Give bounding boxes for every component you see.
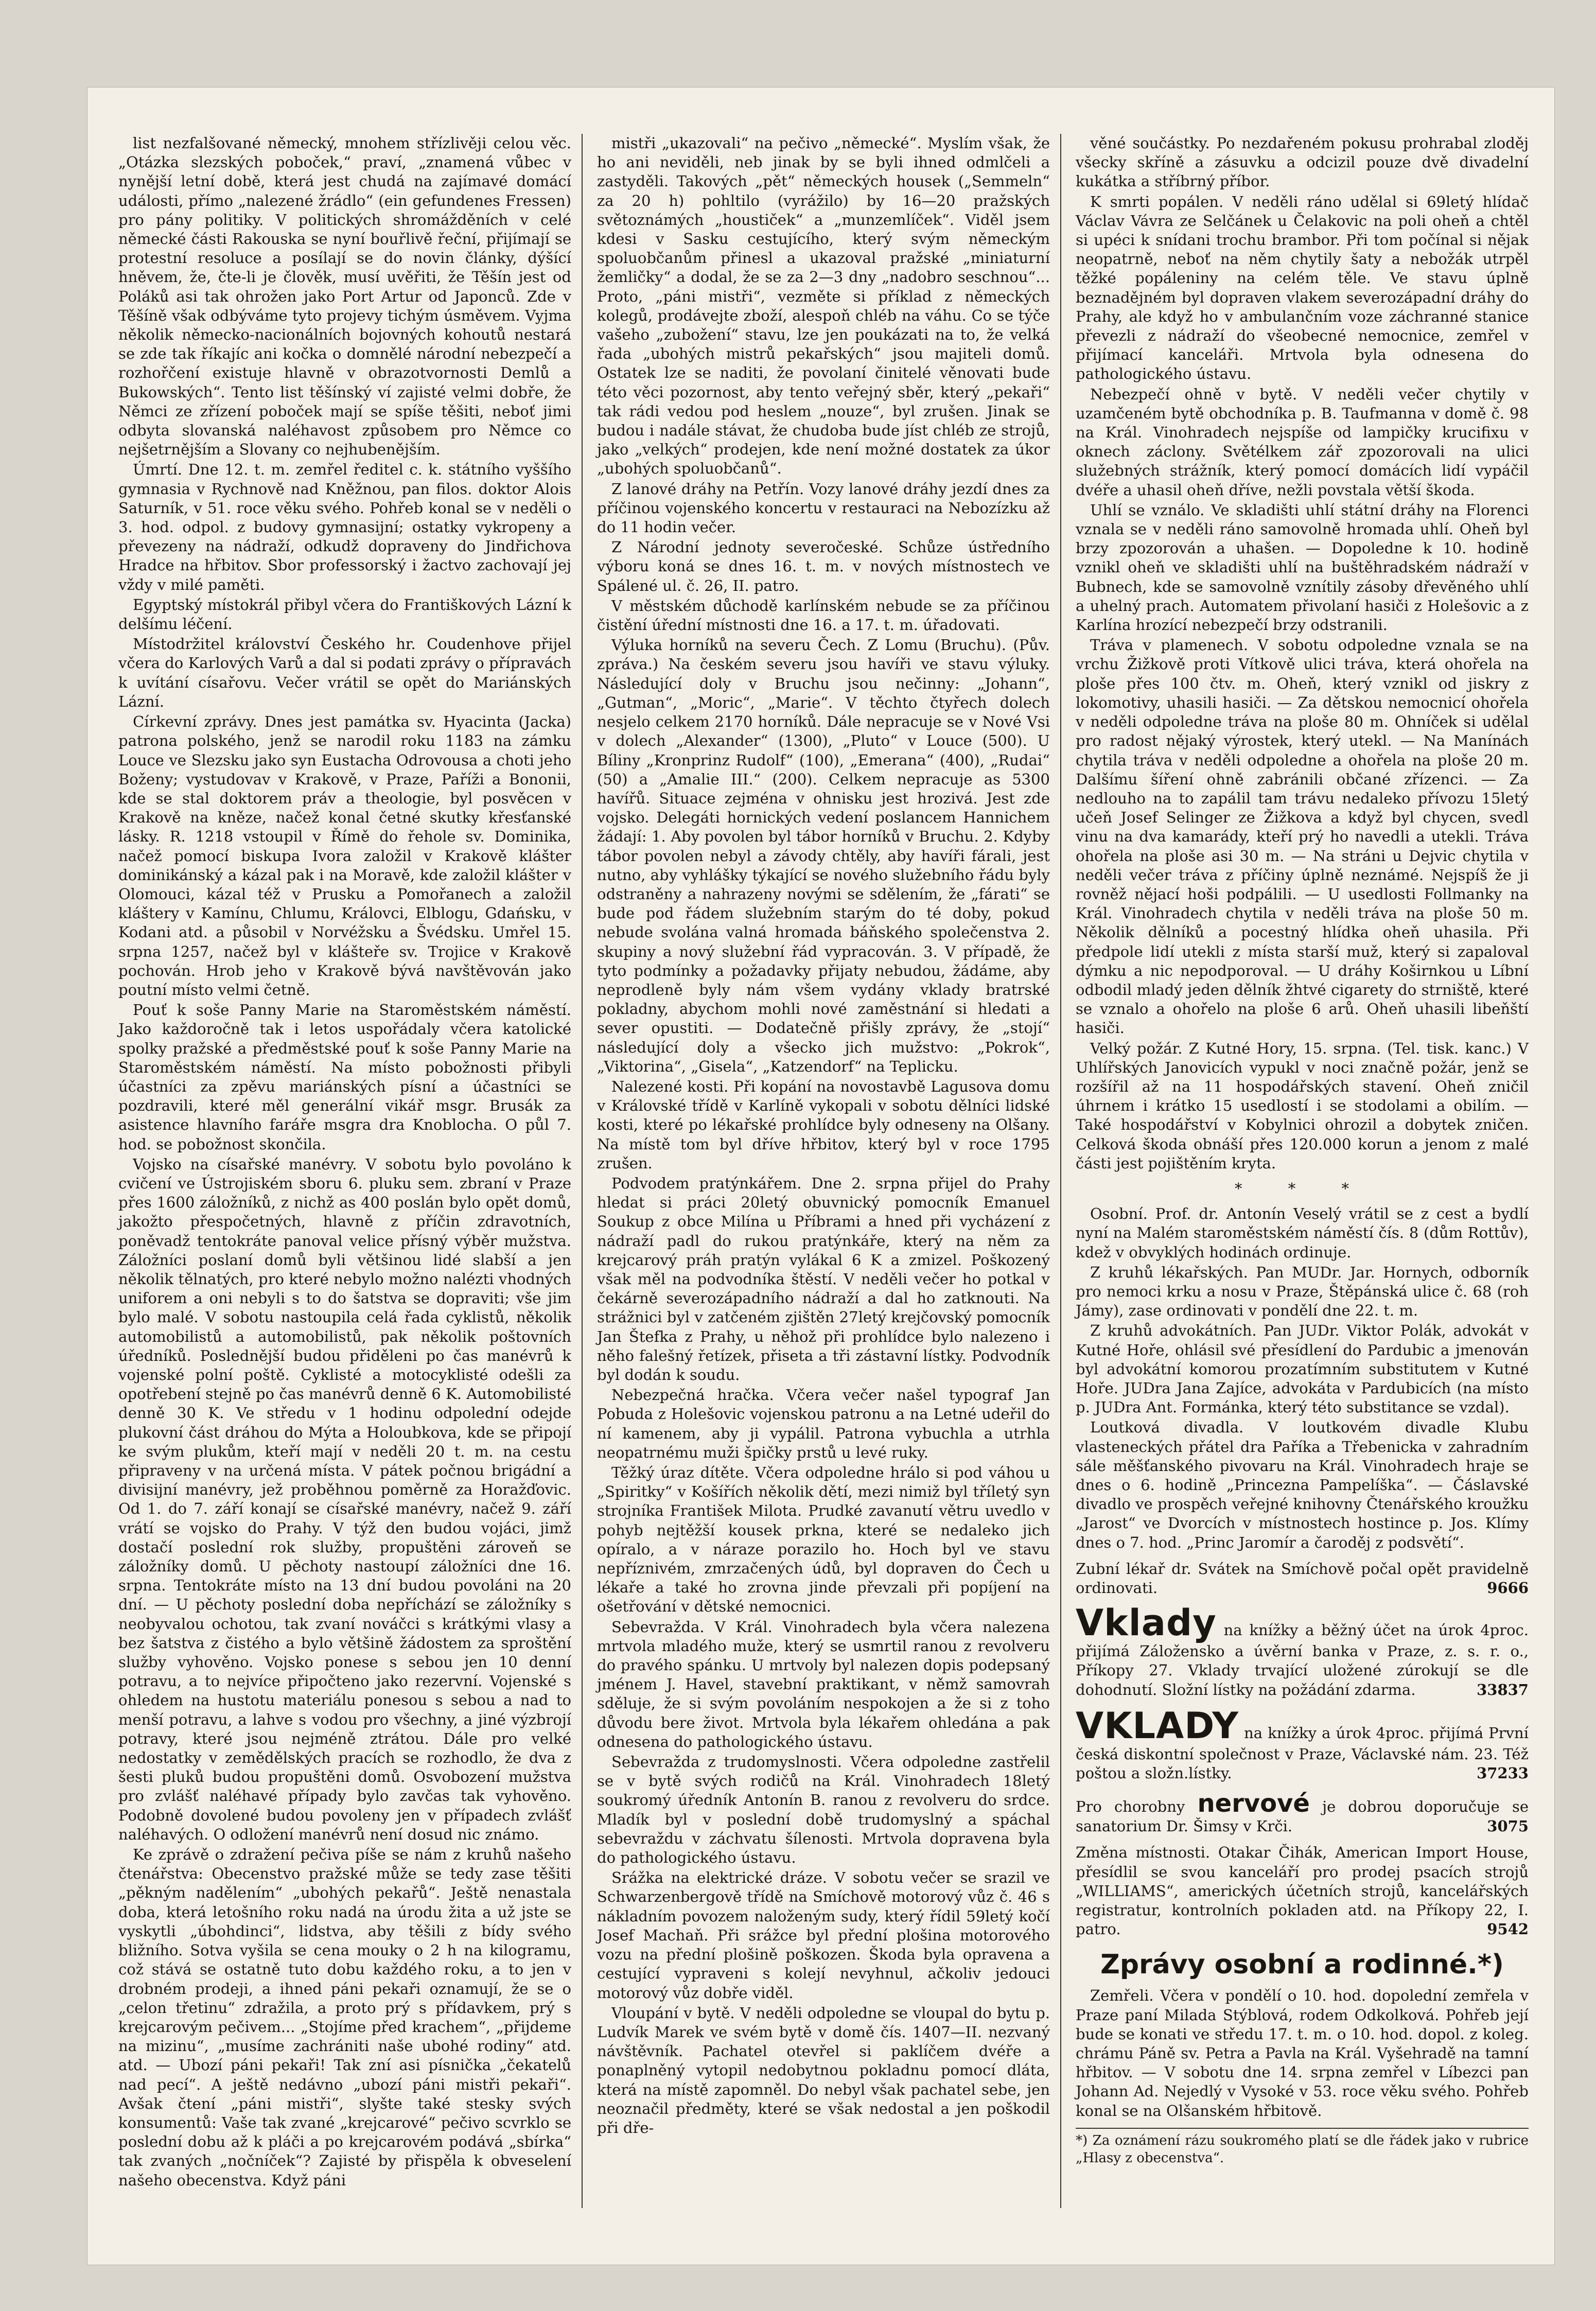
ad-text: na knížky a úrok 4proc. přijímá První česká diskontní společnost v Praze, Václavské nám. 23. Též poštou a složn.lístky. bbox=[1076, 1724, 1529, 1782]
article-zemreli: Zemřeli. Včera v pondělí o 10. hod. dopolední zemřela v Praze paní Milada Stýblová, rodem Odkolková. Pohřeb její bude se konati ve středu 17. t. m. o 10. hod. dopol. z koleg. chrámu Páně sv. Petra a Pavla na Král. Vyšehradě na tamní hřbitov. — V sobotu dne 14. srpna zemřel v Líbezci pan Johann Ad. Nejedlý v Vysoké v 53. roce věku svého. Pohřeb konal se na Olšanském hřbitově. bbox=[1076, 1987, 1529, 2120]
ad-number: 33837 bbox=[1477, 1680, 1529, 1699]
article-continuation: mistři „ukazovali“ na pečivo „německé“. Myslím však, že ho ani neviděli, neb jinak by se byli ihned odmlčeli a zastyděli. Takových „pět“ německých housek („Semmeln“ za 20 h) pohltilo (vyrážilo) by 16—20 pražských světoznámých „houstiček“ a „munzemlíček“. Viděl jsem kdesi v Sasku cestujícího, který svým německým spoluobčanům přinesl a ukazoval pražské „miniaturní žemličky“ a dodal, že se za 2—3 dny „nadobro seschnou“... Proto, „páni mistři“, vezměte si příklad z německých kolegů, prodávejte zboží, alespoň chléb na váhu. Co se týče vašeho „zubožení“ stavu, lze jen poukázati na to, že velká řada „ubohých mistrů pekařských“ jsou majiteli domů. Ostatek lze se naditi, že povolaní činitelé věnovati bude této věci pozornost, aby tento veřejný sběr, který „pekaři“ tak rádi vedou pod heslem „nouze“, byl zrušen. Jinak se budou i nadále stávat, že chudoba bude jíst chléb ze strojů, jako „velkých“ prodejen, kde není možné dostatek za úkor „ubohých spoluobčanů“. bbox=[597, 134, 1050, 478]
column-divider bbox=[582, 134, 583, 2208]
column-2 bbox=[597, 134, 1050, 2138]
footnote: *) Za oznámení rázu soukromého platí se dle řádek jako v rubrice „Hlasy z obecenstva“. bbox=[1076, 2128, 1529, 2167]
ad-vklady-2 bbox=[1076, 1704, 1529, 1783]
article-trava: Tráva v plamenech. V sobotu odpoledne vznala se na vrchu Žižkově proti Vítkově ulici tráva, která ohořela na ploše přes 100 čtv. m. Oheň, který vznikl od jiskry z lokomotivy, uhasili hasiči. — Za dětskou nemocnicí ohořela v neděli odpoledne tráva na ploše 80 m. Ohníček si udělal pro radost nějaký výrostek, který utekl. — Na Manínách chytila tráva v neděli odpoledne a ohořela na ploše 20 m. Dalšímu šíření ohně zabránili občané zřízenci. — Za nedlouho na to zapálil tam trávu nedaleko přívozu 15letý učeň Josef Selinger ze Žižkova a když byl chycen, svedl vinu na dva kamarády, kteří prý ho navedli a utekli. Tráva ohořela na ploše asi 30 m. — Na stráni u Dejvic chytila v neděli večer tráva z příčiny úplně neznámé. Nejspíš že ji rovněž nějací hoši podpálili. — U usedlosti Follmanky na Král. Vinohradech chytila v neděli tráva na ploše 50 m. Několik dělníků a pocestný hlídka oheň uhasila. Při předpole lidí utekli z místa starší muž, který si zapaloval dýmku a nic nepodporoval. — U dráhy Koširnkou u Líbní odbodil mladý jeden dělník žhtvé cigarety do strniště, které se vznalo a ohořelo na ploše 6 arů. Oheň uhasili libeňští hasiči. bbox=[1076, 636, 1529, 1037]
ad-number: 37233 bbox=[1477, 1764, 1529, 1782]
ad-vklady-1 bbox=[1076, 1604, 1529, 1700]
article-vloupani: Vloupání v bytě. V neděli odpoledne se vloupal do bytu p. Ludvík Marek ve svém bytě v domě čís. 1407—II. nezvaný návštěvník. Pachatel otevřel si paklíčem dvéře a ponaplněný vytopil nedobytnou pokladnu pomocí dláta, která na místě zapomněl. Do nebyl však pachatel sebe, jen neoznačil předměty, které se však nedostal a jen poškodil při dře- bbox=[597, 2004, 1050, 2137]
article-lekari: Z kruhů lékařských. Pan MUDr. Jar. Hornych, odborník pro nemoci krku a nosu v Praze, Štěpánská ulice č. 68 (roh Jámy), zase ordinovati v pondělí dne 22. t. m. bbox=[1076, 1263, 1529, 1320]
ad-headline: VKLADY bbox=[1076, 1704, 1239, 1747]
ad-number: 9542 bbox=[1487, 1920, 1529, 1938]
ad-text: je dobrou doporučuje se sanatorium Dr. Šimsy v Krči. bbox=[1076, 1798, 1529, 1835]
article-continuation: věné součástky. Po nezdařeném pokusu prohrabal zloděj všecky skříně a zásuvku a odcizil pouze dvě divadelní kukátka a stříbrný příbor. bbox=[1076, 134, 1529, 190]
separator-stars: * * * bbox=[1235, 1179, 1370, 1197]
article-mistodrzitel: Místodržitel království Českého hr. Coudenhove přijel včera do Karlových Varů a dal si podati zprávy o přípravách k uvítání císařovu. Večer vrátil se opět do Mariánských Lázní. bbox=[118, 635, 571, 710]
article-uraz-ditete: Těžký úraz dítěte. Včera odpoledne hrálo si pod váhou u „Spiritky“ v Košířích několik dětí, mezi nimiž byl tříletý syn strojníka František Milota. Prudké zavanutí větru uvedlo v pohyb nejtěžší kousek prkna, které se nedaleko jich opíralo, a v náraze porazilo ho. Hoch byl ve stavu nepříznivém, zmrzačených údů, byl dopraven do Čech u lékaře a také ho zrovna jinde převzali při popíjení na ošetřování v dětské nemocnici. bbox=[597, 1464, 1050, 1616]
article-narodni-jednota: Z Národní jednoty severočeské. Schůze ústředního výboru koná se dnes 16. t. m. v nových místnostech ve Spálené ul. č. 26, II. patro. bbox=[597, 538, 1050, 594]
newspaper-page bbox=[87, 87, 1554, 2265]
article-vojsko-manevry: Vojsko na císařské manévry. V sobotu bylo povoláno k cvičení ve Ústrojiském sboru 6. pluku sem. zbraní v Praze přes 1600 záložníků, z nichž as 400 poslán bylo opět domů, jakožto přespočetných, hlavně z příčin zdravotních, poněvadž tentokráte panoval velice přísný výběr mužstva. Záložníci poslaní domů byli většinou lidé slabší a jen několik tělnatých, pro které nebylo možno nalézti vhodných uniforem a oni nebyli s to do šatstva se dopraviti; vše jim bylo malé. V sobotu nastoupila celá řada cyklistů, několik automobilistů a automobilistů, pak několik poštovních úředníků. Poslednější budou přiděleni po čas manévrů k vojenské polní poště. Cyklisté a motocyklisté odešli za opotřebení stejně po čas manévrů denně 6 K. Automobilisté denně 30 K. Ve středu v 1 hodinu odpolední odejde plukovní část dráhou do Mýta a Holoubkova, kde se připojí ke svým plukům, kteří mají v neděli 20 t. m. na cestu připraveny v na určená místa. V pátek počnou brigádní a divisijní manévry, jež proběhnou poměrně za Horažďovic. Od 1. do 7. září konají se císařské manévry, načež 9. září vrátí se vojsko do Prahy. V týž den budou vojáci, jimž dostačí poslední rok služby, propuštěni zároveň se záložníky domů. U pěchoty nastoupí záložníci dne 16. srpna. Tentokráte místo na 13 dní budou povoláni na 20 dní. — U pěchoty poslední doba nepříchází se záložníky s neobyvalou ochotou, tak zvaní nováčci s krátkými vlasy a bez šatstva z čistého a bylo většině žádostem za sproštění služby vyhověno. Vojsko ponese s sebou jen 10 denní potravu, a to nejvíce připočteno jako rezervní. Vojenské s ohledem na hustotu materiálu ponesou s sebou a nad to menší potravu, a lahve s vodou pro všechny, a jiné výzbrojí potravy, které jsou nejméně ztrátou. Dále pro velké nedostatky v zemědělských pracích se rozhodlo, že dva z šesti pluků budou propuštěni domů. Osvobození mužstva pro zvlášť naléhavé případy bylo zavčas tak vyhověno. Podobně dovolené budou povoleny jen v případech zvlášť naléhavých. O odložení manévrů není dosud nic známo. bbox=[118, 1155, 571, 1843]
article-uhli: Uhlí se vználo. Ve skladišti uhlí státní dráhy na Florenci vznala se v neděli ráno samovolně hromada uhlí. Oheň byl brzy zpozorován a uhašen. — Dopoledne k 10. hodině vznikl oheň ve skladišti uhlí na buštěhradském nádraží v Bubnech, kde se samovolně vznítily zásoby dřevěného uhlí a uhelný prach. Automatem přivolaní hasiči z Holešovic a z Karlína hrozící nebezpečí brzy odstranili. bbox=[1076, 501, 1529, 634]
article: list nezfalšované německý, mnohem střízlivěji celou věc. „Otázka slezských poboček,“ praví, „znamená vůbec v nynější letní době, která jest chudá na zajímavé domácí události, přímo „nalezené žrádlo“ (ein gefundenes Fressen) pro pány politiky. V politických shromážděních v celé německé části Rakouska se nyní bouřlivě řeční, přijímají se protestní resoluce a posílají se do novin články, dýšící hněvem, že, čte-li je člověk, musí uvěřiti, že Těšín jest od Poláků asi tak ohrožen jako Port Artur od Japonců. Zde v Těšíně však odbýváme tyto projevy tichým úsměvem. Vyjma několik německo-nacionálních bojovných kohoutů nestará se zde tak říkajíc ani kočka o domnělé národní nebezpečí a rozhořčení existuje hlavně v obrazotvornosti Demlů a Bukowských“. Tento list těšínský ví zajisté velmi dobře, že Němci ze zřízení poboček mají se spíše těšiti, neboť jimi odbyta slovanská naléhavost způsobem pro Němce co nejšetrnějším a Slovany co nejhubenějším. bbox=[118, 134, 571, 459]
article-advokati: Z kruhů advokátních. Pan JUDr. Viktor Polák, advokát v Kutné Hoře, ohlásil své přesídlení do Pardubic a jmenován byl advokátní komorou prozatímním substitutem v Kutné Hoře. JUDra Jana Zajíce, advokáta v Pardubicích (na místo p. JUDra Ant. Formánka, který této substitance se vzdal). bbox=[1076, 1322, 1529, 1416]
article-loutkova-divadla: Loutková divadla. V loutkovém divadle Klubu vlasteneckých přátel dra Paříka a Třebenicka v zahradním sále měšťanského pivovaru na Král. Vinohradech hraje se dnes o 6. hodině „Princezna Pampelíška“. — Čáslavské divadlo ve prospěch veřejné knihovny Čtenářského kroužku „Jarost“ ve Dvorcích v místnostech hostince p. Jos. Klímy dnes o 7. hod. „Princ Jaromír a čaroděj z podsvětí“. bbox=[1076, 1419, 1529, 1551]
column-3 bbox=[1076, 134, 1529, 2167]
article-umrti: Úmrtí. Dne 12. t. m. zemřel ředitel c. k. státního vyššího gymnasia v Rychnově nad Kněžnou, pan filos. doktor Alois Saturník, v 51. roce věku svého. Pohřeb konal se v neděli o 3. hod. odpol. z budovy gymnasijní; ostatky vykropeny a převezeny na nádraží, odkudž dopraveny do Jindřichova Hradce na hřbitov. Sbor professorský i žactvo zachovají jej vždy v milé paměti. bbox=[118, 461, 571, 593]
article-nebezpeci-ohne: Nebezpečí ohně v bytě. V neděli večer chytily v uzamčeném bytě obchodníka p. B. Taufmanna v domě č. 98 na Král. Vinohradech nejspíše od lampičky krucifixu v oknech záclony. Světélkem zář zpozorovali na ulici služebných strážník, který pomocí domácích lidí vypáčil dvéře a uhasil oheň dříve, nežli povstala větší škoda. bbox=[1076, 385, 1529, 499]
column-1 bbox=[118, 134, 571, 2190]
ad-number: 3075 bbox=[1487, 1817, 1529, 1835]
article-duchod-karlin: V městském důchodě karlínském nebude se za příčinou čistění úřední místnosti dne 16. a 17. t. m. úřadovati. bbox=[597, 597, 1050, 634]
article-pout: Pouť k soše Panny Marie na Staroměstském náměstí. Jako každoročně tak i letos uspořádaly včera katolické spolky pražské a předměstské pouť k soše Panny Marie na Staroměstském náměstí. Na místo pobožnosti přibyli účastníci za zpěvu mariánských písní a účastníci se pozdravili, které měl generální vikář msgr. Brusák za asistence hlavního faráře msgra dra Knoblocha. O půl 7. hod. se pobožnost skončila. bbox=[118, 1001, 571, 1153]
ad-text: Změna místnosti. Otakar Čihák, American Import House, přesídlil se svou kanceláří pro prodej psacích strojů „WILLIAMS“, amerických účetních strojů, kancelářských registratur, kontrolních pokladen atd. na Příkopy 22, I. patro. bbox=[1076, 1844, 1529, 1938]
article-nalezene-kosti: Nalezené kosti. Při kopání na novostavbě Lagusova domu v Královské třídě v Karlíně vykopali v sobotu dělníci lidské kosti, které po lékařské prohlídce byly odneseny na Olšany. Na místě tom byl dříve hřbitov, který byl v roce 1795 zrušen. bbox=[597, 1077, 1050, 1172]
article-srazka: Srážka na elektrické dráze. V sobotu večer se srazil ve Schwarzenbergově třídě na Smíchově motorový vůz č. 46 s nákladním povozem naloženým sudy, který řídil 59letý kočí Josef Machaň. Při srážce byl přední plošina motorového vozu na přední plošině poškozen. Škoda byla opravena a cestující vypraveni s kolejí nevyhnul, ačkoliv jedouci motorový vůz dobře viděl. bbox=[597, 1869, 1050, 2002]
ad-headline: Vklady bbox=[1076, 1602, 1217, 1644]
column-divider bbox=[1060, 134, 1061, 2208]
article-vyluka-horniku: Výluka horníků na severu Čech. Z Lomu (Bruchu). (Pův. zpráva.) Na českém severu jsou havíři ve stavu výluky. Následující doly v Bruchu jsou nečinny: „Johann“, „Gutman“, „Moric“, „Marie“. V těchto čtyřech dolech nesjelo celkem 2170 horníků. Dále nepracuje se v Nové Vsi v dolech „Alexander“ (1300), „Pluto“ v Louce (500). U Bíliny „Kronprinz Rudolf“ (100), „Emerana“ (400), „Rudai“ (50) a „Amalie III.“ (200). Celkem nepracuje as 5300 havířů. Situace zejména v ohnisku jest hrozivá. Jest zde vojsko. Delegáti hornických vedení poslancem Hannichem žádají: 1. Aby povolen byl tábor horníků v Bruchu. 2. Kdyby tábor povolen nebyl a závody chtěly, aby havíři fárali, jest nutno, aby vyhlášky týkající se nového služebního řádu byly odstraněny a nahrazeny novými se sdělením, že „fárati“ se bude pod řádem služebním starým do té doby, pokud nebude svolána valná hromada báňského společenstva 2. skupiny a nový služební řád vypracován. 3. V případě, že tyto podmínky a požadavky přijaty nebudou, žádáme, aby neprodleně byly nám všem vydány vklady bratrské pokladny, abychom mohli nové zaměstnání si hledati a sever opustiti. — Dodatečně přišly zprávy, že „stojí“ následující doly a všecko jich mužstvo: „Pokrok“, „Viktorina“, „Gisela“, „Katzendorf“ na Teplicku. bbox=[597, 636, 1050, 1075]
article-nebezpecna-hracka: Nebezpečná hračka. Včera večer našel typograf Jan Pobuda z Holešovic vojenskou patronu a na Letné udeřil do ní kamenem, aby ji vypálil. Patrona vybuchla a utrhla neopatrnému muži špičky prstů u levé ruky. bbox=[597, 1386, 1050, 1461]
article-k-smrti-popalen: K smrti popálen. V neděli ráno udělal si 69letý hlídač Václav Vávra ze Selčánek u Čelakovic na poli oheň a chtěl si upéci k snídani trochu brambor. Při tom počínal si nějak neopatrně, neboť na něm chytily šaty a nebožák utrpěl těžké popáleniny na celém těle. Ve stavu úplně beznadějném byl dopraven vlakem severozápadní dráhy do Prahy, ale když ho v ambulančním voze záchranné stanice převezli z nádraží do všeobecné nemocnice, zemřel v přijímací kanceláři. Mrtvola byla odnesena do pathologického ústavu. bbox=[1076, 192, 1529, 383]
article-velky-pozar: Velký požár. Z Kutné Hory, 15. srpna. (Tel. tisk. kanc.) V Uhlířských Janovicích vypukl v noci značně požár, jenž se rozšířil až na 11 hospodářských stavení. Oheň zničil úhrnem i krátko 15 usedlostí i se stodolami a obilím. — Také hospodářství v Kobylnici ohrozil a dobytek zničen. Celková škoda obnáší přes 120.000 korun a jenom z malé části jest pojištěním kryta. bbox=[1076, 1039, 1529, 1172]
ad-zmena-mistnosti bbox=[1076, 1843, 1529, 1939]
ad-zubni-lekar bbox=[1076, 1560, 1529, 1598]
ad-text: Zubní lékař dr. Svátek na Smíchově počal opět pravidelně ordinovati. bbox=[1076, 1560, 1529, 1597]
article-egyptsky-mistokral: Egyptský místokrál přibyl včera do Františkových Lázní k delšímu léčení. bbox=[118, 596, 571, 633]
ad-headline: nervové bbox=[1197, 1789, 1310, 1818]
article-sebevrazda-trudomyslnost: Sebevražda z trudomyslnosti. Včera odpoledne zastřelil se v bytě svých rodičů na Král. Vinohradech 18letý soukromý úředník Antonín B. ranou z revolveru do srdce. Mladík byl v poslední době trudomyslný a spáchal sebevraždu v záchvatu šílenosti. Mrtvola dopravena byla do pathologického ústavu. bbox=[597, 1753, 1050, 1867]
article-zdrazeni-peciva: Ke zprávě o zdražení pečiva píše se nám z kruhů našeho čtenářstva: Obecenstvo pražské může se tedy zase těšiti „pěkným nadělením“ „ubohých pekařů“. Ještě nenastala doba, která letošního roku nadá na úrodu žita a už jste se vyskytli „úbohdinci“, lidstva, aby těšili z bídy svého bližního. Sotva vyšila se cena mouky o 2 h na kilogramu, což stává se ostatně tuto dobu každého roku, a to jen v drobném prodeji, a ihned páni pekaři oznamují, že se o „celon třetinu“ zdražila, a proto prý s přídavkem, prý s krejcarovým pečivem... „Stojíme před krachem“, „přijdeme na mizinu“, „musíme zachrániti naše ubohé rodiny“ atd. atd. — Ubozí páni pekaři! Tak zní asi písnička „čekatelů nad pecí“. A ještě nedávno „ubozí páni mistři pekaři“. Avšak čtení „páni mistři“, slyšte také stesky svých konsumentů: Vaše tak zvané „krejcarové“ pečivo scvrklo se poslední dobu až k pláči a po krejcarovém podává „sbírka“ tak zvaných „nočníček“? Zajisté by přispěla k obveselení našeho obecenstva. Když páni bbox=[118, 1846, 571, 2189]
article-podvodnik: Podvodem pratýnkářem. Dne 2. srpna přijel do Prahy hledat si práci 20letý obuvnický pomocník Emanuel Soukup z obce Milína u Příbrami a hned při vycházení z nádraží padl do rukou pratýnkáře, který na něm za krejcarový práh pratýn vylákal 6 K a zmizel. Poškozený však měl na podvodníka štěstí. V neděli večer ho potkal v čekárně severozápadního nádraží a dal ho zatknouti. Na strážnici byl v zatčeném zjištěn 27letý krejčovský pomocník Jan Štefka z Prahy, u něhož při prohlídce bylo nalezeno i něho falešný řetízek, přiseta a tři zástavní lístky. Podvodník byl dodán k soudu. bbox=[597, 1174, 1050, 1384]
ad-nervove bbox=[1076, 1790, 1529, 1836]
article-osobni: Osobní. Prof. dr. Antonín Veselý vrátil se z cest a bydlí nyní na Malém staroměstském náměstí čís. 8 (dům Rottův), kdež v obvyklých hodinách ordinuje. bbox=[1076, 1205, 1529, 1261]
ad-number: 9666 bbox=[1487, 1579, 1529, 1597]
article-lanova-draha: Z lanové dráhy na Petřín. Vozy lanové dráhy jezdí dnes za příčinou vojenského koncertu v restauraci na Nebozízku až do 11 hodin večer. bbox=[597, 480, 1050, 536]
article-cirkevni-zpravy: Církevní zprávy. Dnes jest památka sv. Hyacinta (Jacka) patrona polského, jenž se narodil roku 1183 na zámku Louce ve Slezsku jako syn Eustacha Odrovousa a choti jeho Boženy; vystudovav v Krakově, v Praze, Paříži a Bononii, kde se stal doktorem práv a theologie, byl posvěcen v Krakově na kněze, načež konal četné skutky křesťanské lásky. R. 1218 vstoupil v Římě do řehole sv. Dominika, načež pomocí biskupa Ivora založil v Krakově klášter dominikánský a kázal pak i na Moravě, kde založil klášter v Olomouci, kázal též v Prusku a Pomořanech a založil kláštery v Kamínu, Chlumu, Královci, Elblogu, Gdańsku, v Kodani atd. a působil v Norvéžsku a Švédsku. Umřel 15. srpna 1257, načež byl v klášteře sv. Trojice v Krakově pochován. Hrob jeho v Krakově bývá navštěvován jako poutní místo velmi četně. bbox=[118, 713, 571, 999]
ad-text: na knížky a běžný účet na úrok 4proc. přijímá Záložensko a úvěrní banka v Praze, z. s. r. o., Příkopy 27. Vklady trvající uložené zúrokují se dle dohodnutí. Složní lístky na požádání zdarma. bbox=[1076, 1621, 1529, 1699]
ad-prefix: Pro chorobny bbox=[1076, 1798, 1185, 1816]
article-sebevrazda: Sebevražda. V Král. Vinohradech byla včera nalezena mrtvola mladého muže, který se usmrtil ranou z revolveru do pravého spánku. U mrtvoly byl nalezen dopis podepsaný jménem J. Havel, stavební praktikant, v němž samovrah sděluje, že si svým povoláním nespokojen a že si z toho důvodu bere život. Mrtvola byla lékařem ohledána a pak odnesena do pathologického ústavu. bbox=[597, 1618, 1050, 1750]
section-heading: Zprávy osobní a rodinné.*) bbox=[1100, 1949, 1504, 1981]
